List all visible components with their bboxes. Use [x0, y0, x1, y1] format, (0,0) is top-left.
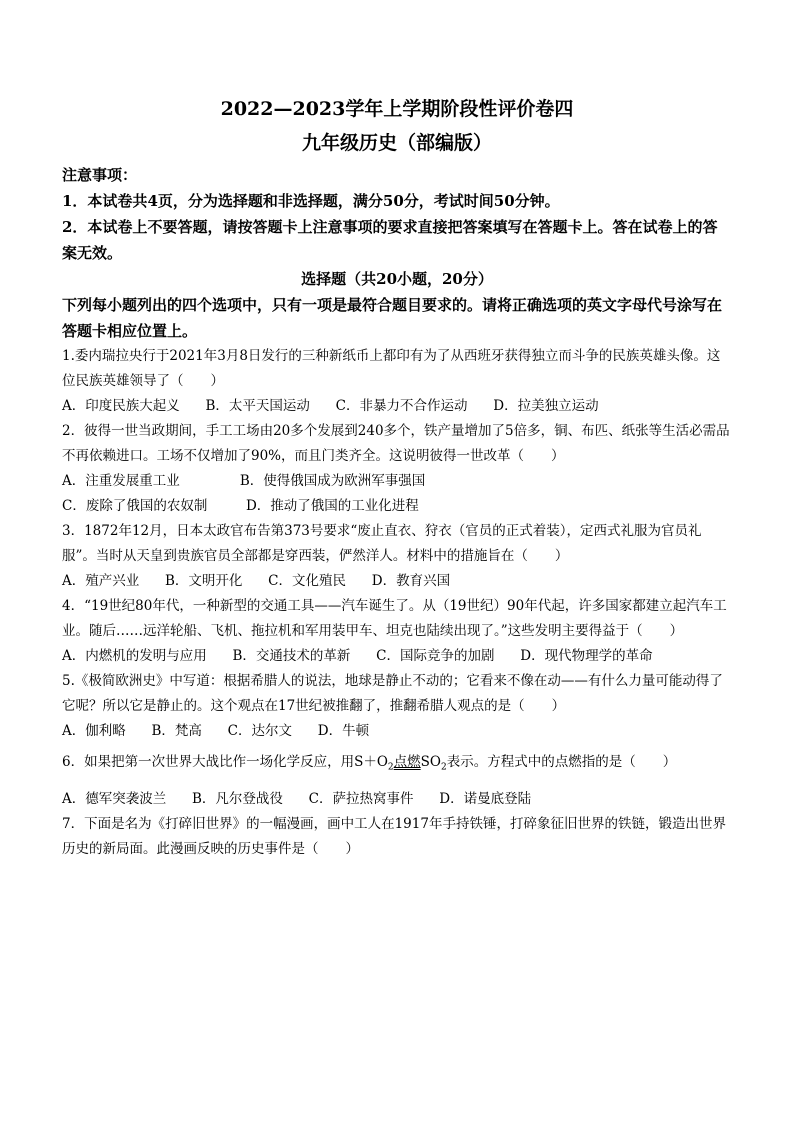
option: D．拉美独立运动 [493, 398, 599, 414]
option: D．现代物理学的革命 [520, 648, 653, 664]
option: C．国际竞争的加剧 [376, 648, 495, 664]
question-stem: 6．如果把第一次世界大战比作一场化学反应，用$S+O_2$点燃$SO_2$表示。方程式中的点燃指的是（ ） [62, 750, 732, 781]
option: B．凡尔登战役 [192, 790, 283, 807]
option: A．内燃机的发明与应用 [62, 648, 207, 664]
option: A．注重发展重工业 [62, 473, 180, 489]
option: B．交通技术的革新 [232, 648, 351, 664]
exam-page [62, 96, 732, 862]
option: A．德军突袭波兰 [62, 790, 167, 807]
exam-subtitle: 九年级历史（部编版） [301, 132, 492, 154]
option: D．诺曼底登陆 [439, 790, 532, 807]
question-stem: 3．1872年12月，日本太政官布告第373号要求“废止直衣、狩衣（官员的正式着装），定西式礼服为官员礼服”。当时从天皇到贵族官员全部都是穿西装，俨然洋人。材料中的措施旨在（ ） [62, 523, 702, 564]
section-title: 选择题（共20小题，20分） [301, 270, 493, 288]
option: B．梵高 [151, 723, 202, 739]
option: C．废除了俄国的农奴制 [62, 498, 208, 514]
option: D．教育兴国 [371, 573, 451, 589]
question-options [62, 787, 732, 812]
option: C．非暴力不合作运动 [335, 398, 468, 414]
option: B．文明开化 [165, 573, 243, 589]
note-item: 1．本试卷共4页，分为选择题和非选择题，满分50分，考试时间50分钟。 [62, 192, 560, 210]
exam-title: 2022—2023学年上学期阶段性评价卷四 [220, 98, 574, 120]
option: A．殖产兴业 [62, 573, 140, 589]
option: C．萨拉热窝事件 [308, 790, 414, 807]
question-stem: 2．彼得一世当政期间，手工工场由20多个发展到240多个，铁产量增加了5倍多，铜、布匹、纸张等生活必需品不再依赖进口。工场不仅增加了90%，而且门类齐全。这说明彼得一世改革（ ） [62, 423, 730, 464]
question-stem: 5.《极简欧洲史》中写道：根据希腊人的说法，地球是静止不动的；它看来不像在动——有什么力量可能动得了它呢？所以它是静止的。这个观点在17世纪被推翻了，推翻希腊人观点的是（ ） [62, 673, 723, 714]
section-instruction: 下列每小题列出的四个选项中，只有一项是最符合题目要求的。请将正确选项的英文字母代号涂写在答题卡相应位置上。 [62, 296, 723, 340]
option: A．印度民族大起义 [62, 398, 180, 414]
option: B．使得俄国成为欧洲军事强国 [239, 473, 426, 489]
question-stem: 4．“19世纪80年代，一种新型的交通工具——汽车诞生了。从（19世纪）90年代起，许多国家都建立起汽车工业。随后……远洋轮船、飞机、拖拉机和军用装甲车、坦克也陆续出现了。”这些发明主要得益于（ ） [62, 598, 727, 639]
question-options [62, 394, 732, 419]
note-item: 2．本试卷上不要答题，请按答题卡上注意事项的要求直接把答案填写在答题卡上。答在试卷上的答案无效。 [62, 218, 718, 262]
question-options [62, 719, 732, 744]
question-options [62, 469, 732, 494]
question-stem: 1.委内瑞拉央行于2021年3月8日发行的三种新纸币上都印有为了从西班牙获得独立而斗争的民族英雄头像。这位民族英雄领导了（ ） [62, 348, 721, 389]
option: C．达尔文 [227, 723, 293, 739]
question-options [62, 494, 732, 519]
reaction-condition: 点燃 [393, 754, 421, 770]
question-options [62, 644, 732, 669]
question-stem: 7．下面是名为《打碎旧世界》的一幅漫画，画中工人在1917年手持铁锤，打碎象征旧世界的铁链，锻造出世界历史的新局面。此漫画反映的历史事件是（ ） [62, 815, 726, 857]
option: D．牛顿 [317, 723, 370, 739]
option: A．伽利略 [62, 723, 126, 739]
question-options [62, 569, 732, 594]
option: C．文化殖民 [268, 573, 347, 589]
notes-heading: 注意事项： [62, 166, 138, 184]
option: D．推动了俄国的工业化进程 [245, 498, 419, 514]
reaction-equation: $S+O_2$点燃$SO_2$ [354, 754, 447, 773]
option: B．太平天国运动 [205, 398, 310, 414]
